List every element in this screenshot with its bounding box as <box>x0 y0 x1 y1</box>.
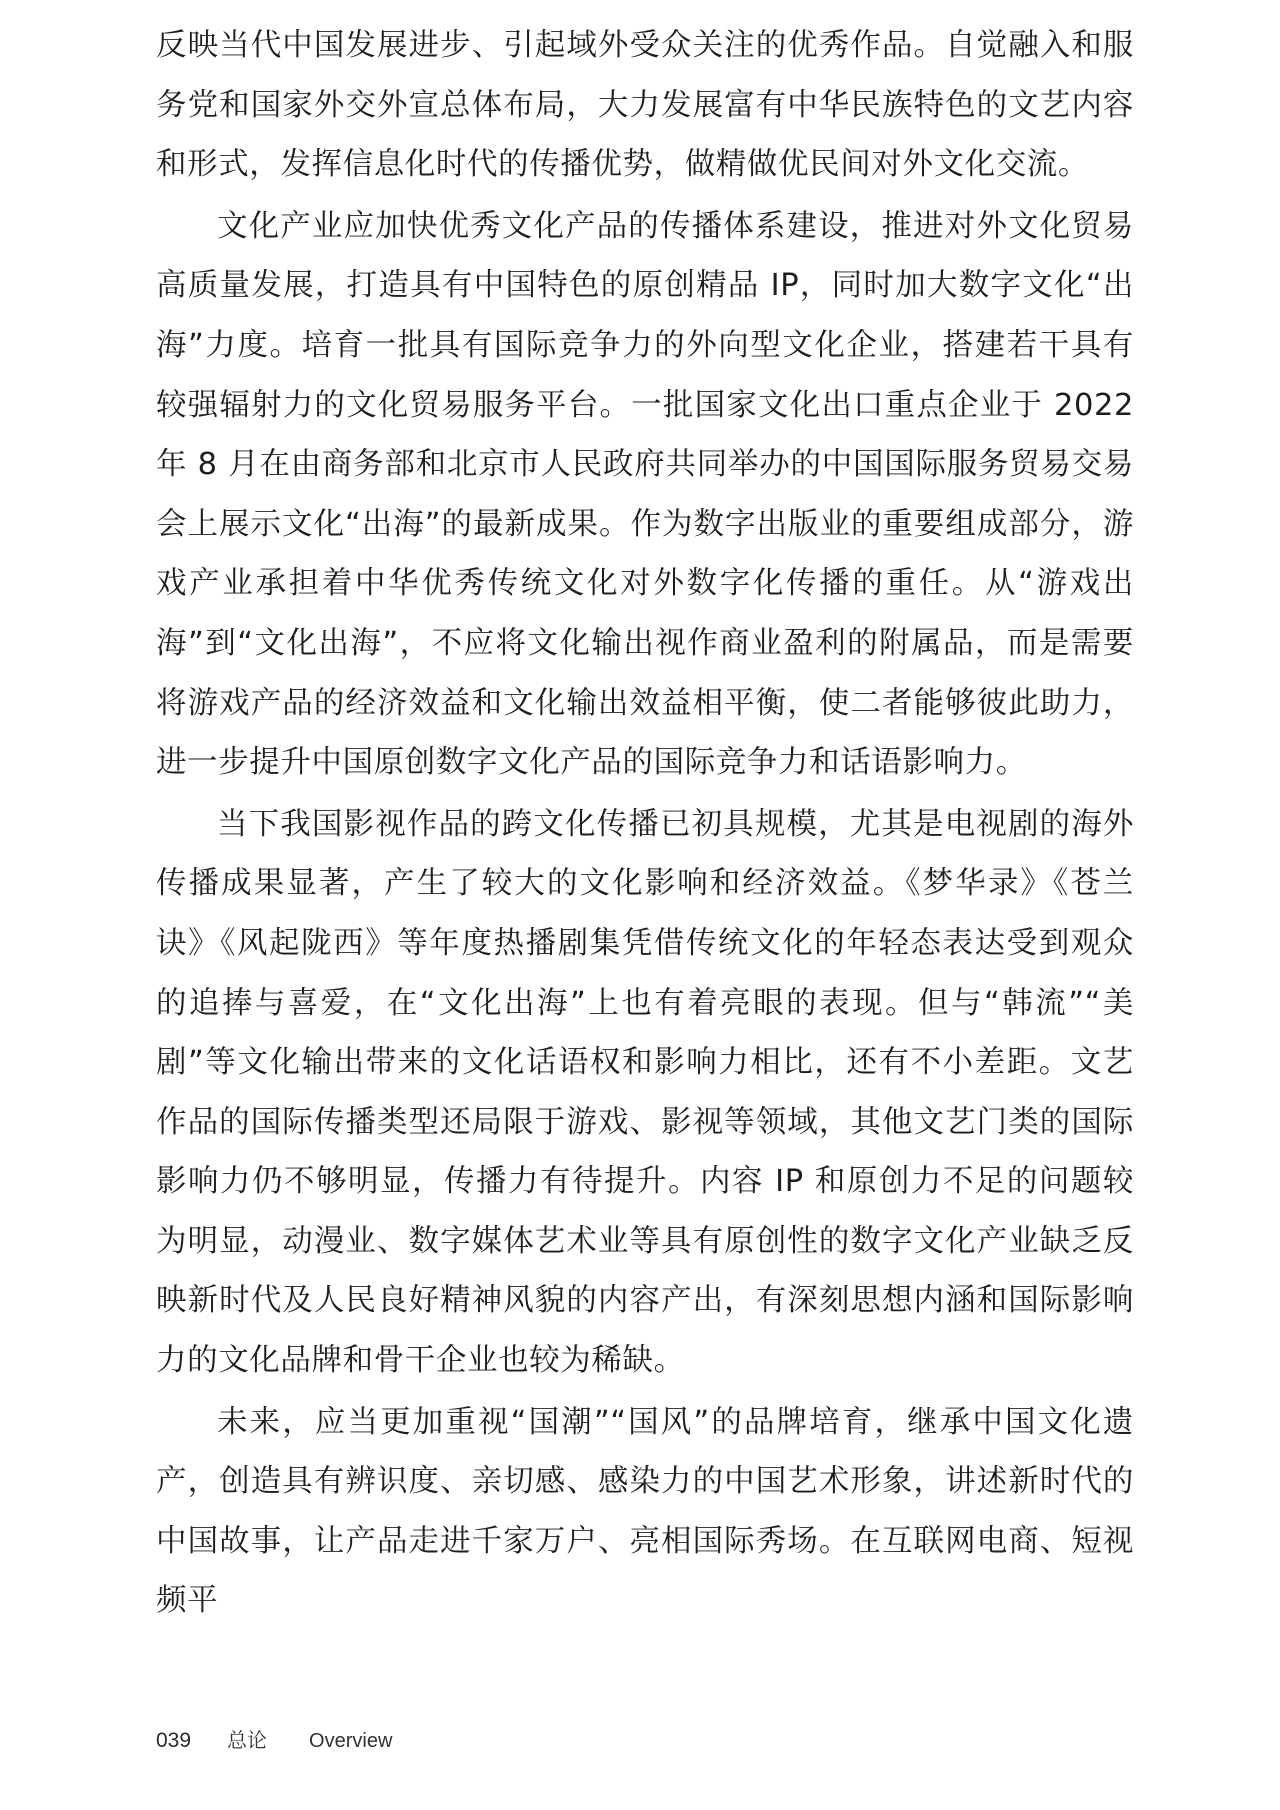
section-title-en: Overview <box>309 1730 393 1752</box>
page-number: 039 <box>156 1729 192 1752</box>
page-footer <box>156 1724 392 1754</box>
section-title-cn: 总论 <box>227 1728 268 1752</box>
paragraph-3: 当下我国影视作品的跨文化传播已初具规模，尤其是电视剧的海外传播成果显著，产生了较大的文化影响和经济效益。《梦华录》《苍兰诀》《风起陇西》等年度热播剧集凭借传统文化的年轻态表达受到观众的追捧与喜爱，在“文化出海”上也有着亮眼的表现。但与“韩流”“美剧”等文化输出带来的文化话语权和影响力相比，还有不小差距。文艺作品的国际传播类型还局限于游戏、影视等领域，其他文艺门类的国际影响力仍不够明显，传播力有待提升。内容 IP 和原创力不足的问题较为明显，动漫业、数字媒体艺术业等具有原创性的数字文化产业缺乏反映新时代及人民良好精神风貌的内容产出，有深刻思想内涵和国际影响力的文化品牌和骨干企业也较为稀缺。 <box>156 806 1135 1379</box>
body-text <box>156 16 1134 1631</box>
paragraph-4: 未来，应当更加重视“国潮”“国风”的品牌培育，继承中国文化遗产，创造具有辨识度、亲切感、感染力的中国艺术形象，讲述新时代的中国故事，让产品走进千家万户、亮相国际秀场。在互联网电商、短视频平 <box>156 1404 1134 1619</box>
paragraph-2: 文化产业应加快优秀文化产品的传播体系建设，推进对外文化贸易高质量发展，打造具有中国特色的原创精品 IP，同时加大数字文化“出海”力度。培育一批具有国际竞争力的外向型文化企业，搭建若干具有较强辐射力的文化贸易服务平台。一批国家文化出口重点企业于 2022 年 8 月在由商务部和北京市人民政府共同举办的中国国际服务贸易交易会上展示文化“出海”的最新成果。作为数字出版业的重要组成部分，游戏产业承担着中华优秀传统文化对外数字化传播的重任。从“游戏出海”到“文化出海”，不应将文化输出视作商业盈利的附属品，而是需要将游戏产品的经济效益和文化输出效益相平衡，使二者能够彼此助力，进一步提升中国原创数字文化产品的国际竞争力和话语影响力。 <box>156 208 1134 781</box>
paragraph-1: 反映当代中国发展进步、引起域外受众关注的优秀作品。自觉融入和服务党和国家外交外宣总体布局，大力发展富有中华民族特色的文艺内容和形式，发挥信息化时代的传播优势，做精做优民间对外文化交流。 <box>156 28 1134 183</box>
